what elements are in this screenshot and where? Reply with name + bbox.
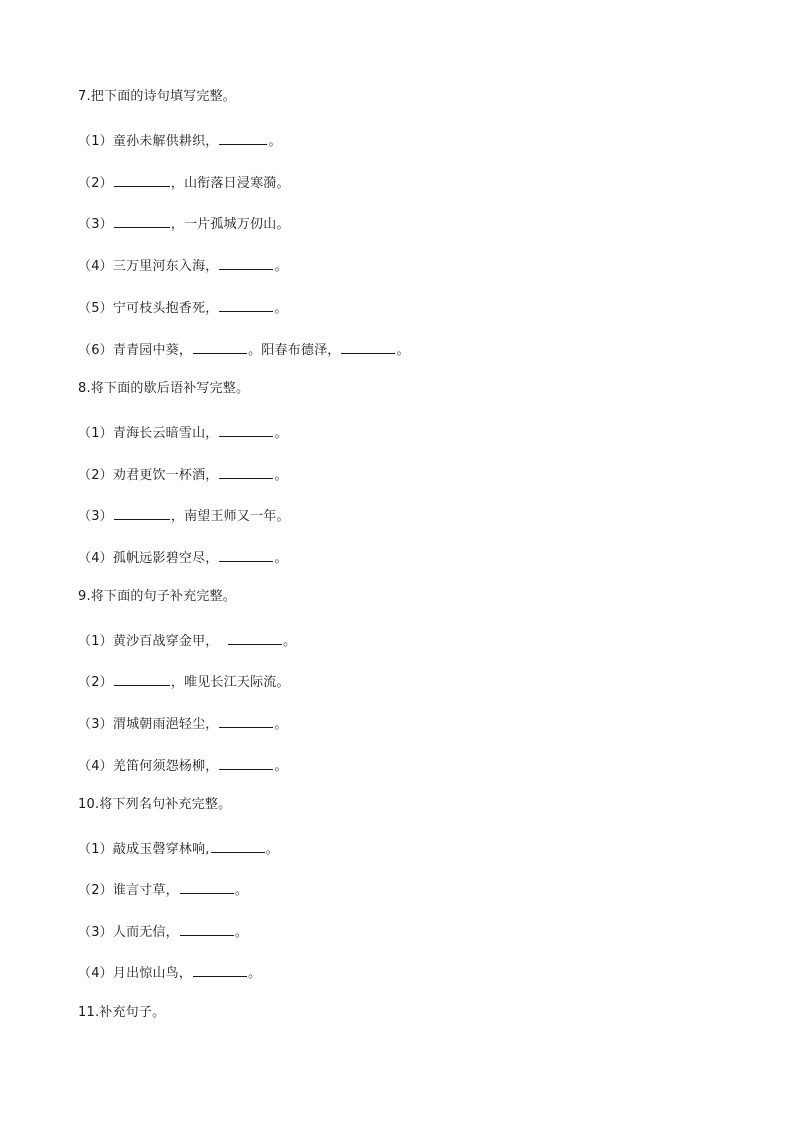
item-text-before: 谁言寸草， (112, 883, 179, 898)
item-text-before: 渭城朝雨浥轻尘， (112, 717, 219, 732)
item-text-after: 。 (274, 717, 288, 732)
question-7-title: 7.把下面的诗句填写完整。 (78, 89, 237, 104)
question-10-item-3 (78, 922, 248, 941)
answer-blank[interactable] (219, 548, 273, 562)
item-text-before: 青海长云暗雪山， (112, 426, 219, 441)
answer-blank[interactable] (114, 173, 170, 187)
answer-blank[interactable] (219, 714, 273, 728)
item-text-after: 。 (265, 842, 279, 857)
item-text-mid: 。阳春布德泽， (248, 343, 341, 358)
answer-blank[interactable] (180, 880, 234, 894)
answer-blank[interactable] (219, 423, 273, 437)
item-text-after: 。 (274, 468, 288, 483)
item-label: （3） (78, 509, 113, 524)
answer-blank[interactable] (193, 963, 247, 977)
item-text-before: 月出惊山鸟， (112, 966, 193, 981)
item-label: （6） (78, 343, 113, 358)
question-10-title: 10.将下列名句补充完整。 (78, 797, 232, 812)
item-label: （1） (78, 426, 113, 441)
item-label: （4） (78, 259, 113, 274)
item-label: （3） (78, 217, 113, 232)
item-text-after: 。 (234, 883, 249, 898)
item-text-after: 。 (274, 759, 288, 774)
question-11-title: 11.补充句子。 (78, 1005, 166, 1020)
item-label: （3） (78, 717, 113, 732)
question-7-item-5 (78, 298, 288, 317)
item-text-after: 。 (268, 134, 282, 149)
answer-blank[interactable] (219, 256, 273, 270)
question-9-item-3 (78, 714, 288, 733)
item-label: （5） (78, 301, 113, 316)
question-10-item-2 (78, 880, 248, 899)
answer-blank[interactable] (219, 465, 273, 479)
item-text-after: 。 (274, 426, 288, 441)
answer-blank[interactable] (114, 506, 170, 520)
item-text-before: 黄沙百战穿金甲， (112, 634, 228, 649)
item-text-before: 羌笛何须怨杨柳， (112, 759, 219, 774)
item-label: （1） (78, 842, 113, 857)
question-7-item-2 (78, 173, 290, 192)
item-text-after: 。 (234, 925, 249, 940)
item-label: （2） (78, 883, 113, 898)
item-label: （1） (78, 634, 113, 649)
item-text-before: 童孙未解供耕织， (112, 134, 219, 149)
item-text-before: 宁可枝头抱香死， (112, 301, 219, 316)
question-7-item-3 (78, 214, 290, 233)
item-label: （1） (78, 134, 113, 149)
item-text-after: 。 (274, 301, 288, 316)
answer-blank[interactable] (180, 922, 234, 936)
item-text-after: 。 (274, 551, 288, 566)
item-text-before: 孤帆远影碧空尽， (112, 551, 219, 566)
item-label: （2） (78, 468, 113, 483)
question-7-item-1 (78, 131, 282, 150)
question-8-item-1 (78, 423, 288, 442)
question-7-item-4 (78, 256, 288, 275)
item-text-after: ，一片孤城万仞山。 (170, 217, 290, 232)
answer-blank[interactable] (114, 214, 170, 228)
question-10-item-4 (78, 963, 261, 982)
question-8-item-3 (78, 506, 290, 525)
question-9-item-4 (78, 756, 288, 775)
item-label: （4） (78, 966, 113, 981)
item-text-before: 敲成玉磬穿林响, (112, 842, 210, 857)
item-label: （2） (78, 176, 113, 191)
item-text-after: 。 (248, 966, 262, 981)
item-label: （3） (78, 925, 113, 940)
answer-blank[interactable] (219, 756, 273, 770)
answer-blank[interactable] (114, 672, 170, 686)
item-text-after: ，南望王师又一年。 (170, 509, 290, 524)
question-9-item-1 (78, 631, 296, 650)
item-text-after: 。 (283, 634, 297, 649)
question-8-title: 8.将下面的歇后语补写完整。 (78, 381, 250, 396)
item-text-after: ，唯见长江天际流。 (170, 675, 290, 690)
question-8-item-4 (78, 548, 288, 567)
question-9-item-2 (78, 672, 290, 691)
item-text-after: 。 (396, 343, 410, 358)
question-10-item-1 (78, 839, 279, 858)
question-9-title: 9.将下面的句子补充完整。 (78, 589, 237, 604)
question-7-item-6 (78, 340, 410, 359)
item-label: （4） (78, 759, 113, 774)
answer-blank[interactable] (219, 131, 267, 145)
item-text-before: 青青园中葵， (112, 343, 193, 358)
item-text-after: 。 (274, 259, 288, 274)
item-text-before: 三万里河东入海， (112, 259, 219, 274)
question-8-item-2 (78, 465, 288, 484)
answer-blank[interactable] (228, 631, 282, 645)
item-text-before: 劝君更饮一杯酒， (112, 468, 219, 483)
answer-blank[interactable] (219, 298, 273, 312)
item-text-after: ，山衔落日浸寒漪。 (170, 176, 290, 191)
item-text-before: 人而无信， (112, 925, 179, 940)
item-label: （4） (78, 551, 113, 566)
answer-blank[interactable] (193, 340, 247, 354)
answer-blank[interactable] (341, 340, 395, 354)
answer-blank[interactable] (211, 839, 265, 853)
item-label: （2） (78, 675, 113, 690)
